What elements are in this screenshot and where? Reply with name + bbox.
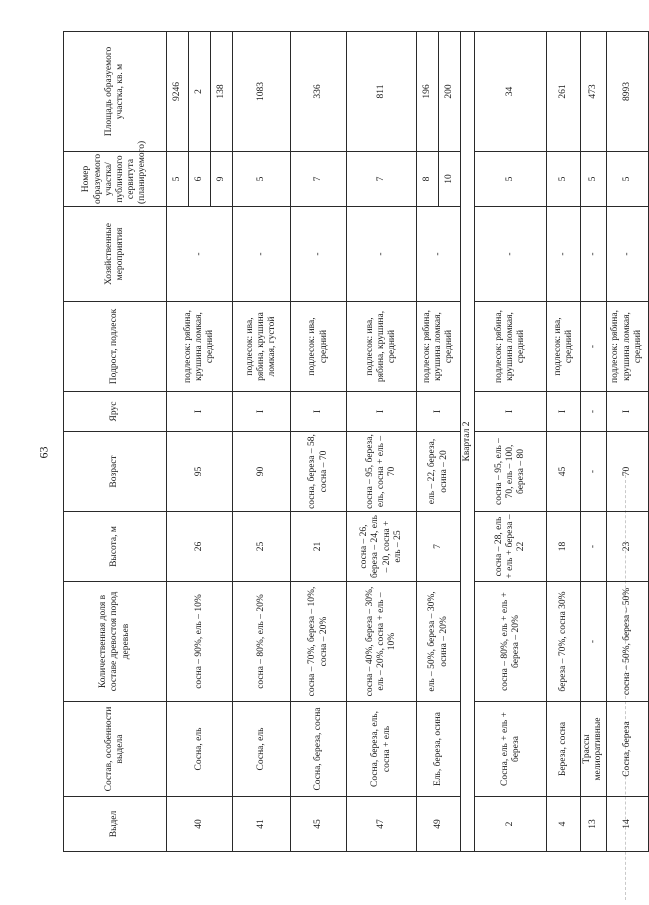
cell-sostav: Сосна, береза, ель, сосна + ель bbox=[347, 702, 417, 797]
forest-stand-table bbox=[63, 31, 649, 852]
cell-vozrast: 95 bbox=[167, 432, 233, 512]
cell-dolya: сосна – 50%, береза – 50% bbox=[606, 582, 648, 702]
cell-ploshad: 2 bbox=[189, 32, 211, 152]
cell-ploshad: 34 bbox=[475, 32, 547, 152]
page-number: 63 bbox=[36, 446, 51, 459]
cell-ploshad: 9246 bbox=[167, 32, 189, 152]
cell-vozrast: 45 bbox=[547, 432, 581, 512]
cell-dolya: сосна – 80%, ель – 20% bbox=[233, 582, 291, 702]
cell-vysota: - bbox=[581, 512, 606, 582]
cell-podrost: - bbox=[581, 302, 606, 392]
cell-yarus: I bbox=[417, 392, 461, 432]
cell-yarus: - bbox=[581, 392, 606, 432]
cell-vozrast: - bbox=[581, 432, 606, 512]
cell-ploshad: 196 bbox=[417, 32, 439, 152]
cell-nomer: 5 bbox=[167, 152, 189, 207]
col-header-ploshad: Площадь образуемого участка, кв. м bbox=[64, 32, 167, 152]
cell-podrost: подлесок: рябина, крушина ломкая, средний bbox=[417, 302, 461, 392]
cell-sostav: Сосна, береза bbox=[606, 702, 648, 797]
cell-vydel: 13 bbox=[581, 797, 606, 852]
cell-nomer: 5 bbox=[547, 152, 581, 207]
table-row bbox=[167, 32, 189, 852]
cell-nomer: 7 bbox=[291, 152, 347, 207]
cell-yarus: I bbox=[167, 392, 233, 432]
cell-nomer: 5 bbox=[606, 152, 648, 207]
table-row bbox=[475, 32, 547, 852]
col-header-meropriyatiya: Хозяйственные мероприятия bbox=[64, 207, 167, 302]
cell-nomer: 5 bbox=[581, 152, 606, 207]
cell-dolya: - bbox=[581, 582, 606, 702]
rotated-table-container bbox=[63, 32, 643, 852]
cell-yarus: I bbox=[347, 392, 417, 432]
cell-vysota: сосна – 28, ель + ель + береза – 22 bbox=[475, 512, 547, 582]
cell-dolya: сосна – 80%, ель + ель + береза – 20% bbox=[475, 582, 547, 702]
cell-sostav: Сосна, ель + ель + береза bbox=[475, 702, 547, 797]
quarter-row bbox=[461, 32, 475, 852]
cell-vydel: 47 bbox=[347, 797, 417, 852]
cell-dolya: сосна – 40%, береза – 30%, ель – 20%, сосна + ель – 10% bbox=[347, 582, 417, 702]
cell-dolya: ель – 50%, береза – 30%, осина – 20% bbox=[417, 582, 461, 702]
cell-podrost: подлесок: рябина, крушина ломкая, средний bbox=[606, 302, 648, 392]
cell-vydel: 40 bbox=[167, 797, 233, 852]
cell-yarus: I bbox=[291, 392, 347, 432]
col-header-dolya: Количественная доля в составе древостоя пород деревьев bbox=[64, 582, 167, 702]
cell-yarus: I bbox=[547, 392, 581, 432]
cell-dolya: сосна – 70%, береза – 10%, сосна – 20% bbox=[291, 582, 347, 702]
cell-vozrast: сосна – 95, ель – 70, ель – 100, береза – 80 bbox=[475, 432, 547, 512]
cell-ploshad: 138 bbox=[211, 32, 233, 152]
cell-nomer: 6 bbox=[189, 152, 211, 207]
cell-ploshad: 473 bbox=[581, 32, 606, 152]
cell-sostav: Сосна, береза, сосна bbox=[291, 702, 347, 797]
cell-vydel: 4 bbox=[547, 797, 581, 852]
cell-meropriyatiya: - bbox=[417, 207, 461, 302]
cell-vysota: сосна – 26, береза – 24, ель – 20, сосна + ель – 25 bbox=[347, 512, 417, 582]
cell-sostav: Ель, береза, осина bbox=[417, 702, 461, 797]
col-header-vysota: Высота, м bbox=[64, 512, 167, 582]
cell-nomer: 10 bbox=[439, 152, 461, 207]
cell-vozrast: 90 bbox=[233, 432, 291, 512]
col-header-podrost: Подрост, подлесок bbox=[64, 302, 167, 392]
cell-vydel: 14 bbox=[606, 797, 648, 852]
cell-ploshad: 8993 bbox=[606, 32, 648, 152]
col-header-vozrast: Возраст bbox=[64, 432, 167, 512]
cell-podrost: подлесок: рябина, крушина ломкая, средний bbox=[167, 302, 233, 392]
cell-meropriyatiya: - bbox=[606, 207, 648, 302]
table-row bbox=[417, 32, 439, 852]
cell-dolya: сосна – 90%, ель – 10% bbox=[167, 582, 233, 702]
cell-nomer: 5 bbox=[233, 152, 291, 207]
cell-vydel: 41 bbox=[233, 797, 291, 852]
cell-vydel: 49 bbox=[417, 797, 461, 852]
cell-podrost: подлесок: ива, средний bbox=[547, 302, 581, 392]
cell-nomer: 8 bbox=[417, 152, 439, 207]
header-row bbox=[64, 32, 167, 852]
cell-ploshad: 200 bbox=[439, 32, 461, 152]
table-row bbox=[347, 32, 417, 852]
cell-yarus: I bbox=[606, 392, 648, 432]
table-row bbox=[291, 32, 347, 852]
cell-vydel: 2 bbox=[475, 797, 547, 852]
cell-meropriyatiya: - bbox=[547, 207, 581, 302]
cell-nomer: 5 bbox=[475, 152, 547, 207]
table-row bbox=[606, 32, 648, 852]
col-header-nomer: Номер образуемого участка/публичного сервитута (планируемого) bbox=[64, 152, 167, 207]
table-row bbox=[581, 32, 606, 852]
cell-meropriyatiya: - bbox=[475, 207, 547, 302]
cell-vysota: 21 bbox=[291, 512, 347, 582]
cell-meropriyatiya: - bbox=[167, 207, 233, 302]
cell-vysota: 26 bbox=[167, 512, 233, 582]
cell-nomer: 9 bbox=[211, 152, 233, 207]
cell-sostav: Сосна, ель bbox=[167, 702, 233, 797]
table-row bbox=[233, 32, 291, 852]
cell-vozrast: 70 bbox=[606, 432, 648, 512]
cell-dolya: береза – 70%, сосна 30% bbox=[547, 582, 581, 702]
col-header-vydel: Выдел bbox=[64, 797, 167, 852]
cell-sostav: Сосна, ель bbox=[233, 702, 291, 797]
cell-podrost: подлесок: ива, рябина, крушина ломкая, густой bbox=[233, 302, 291, 392]
cell-podrost: подлесок: рябина, крушина ломкая, средний bbox=[475, 302, 547, 392]
col-header-yarus: Ярус bbox=[64, 392, 167, 432]
quarter-label: Квартал 2 bbox=[461, 32, 475, 852]
cell-sostav: Трассы мелиоративные bbox=[581, 702, 606, 797]
cell-vozrast: сосна – 95, береза, ель, сосна + ель – 70 bbox=[347, 432, 417, 512]
cell-vydel: 45 bbox=[291, 797, 347, 852]
cell-vozrast: ель – 22, береза, осина – 20 bbox=[417, 432, 461, 512]
cell-yarus: I bbox=[475, 392, 547, 432]
cell-ploshad: 336 bbox=[291, 32, 347, 152]
cell-vysota: 18 bbox=[547, 512, 581, 582]
cell-podrost: подлесок: ива, рябина, крушина, средний bbox=[347, 302, 417, 392]
cell-meropriyatiya: - bbox=[291, 207, 347, 302]
col-header-sostav: Состав, особенности выдела bbox=[64, 702, 167, 797]
cell-ploshad: 811 bbox=[347, 32, 417, 152]
table-row bbox=[547, 32, 581, 852]
cell-meropriyatiya: - bbox=[347, 207, 417, 302]
cell-vysota: 25 bbox=[233, 512, 291, 582]
cell-meropriyatiya: - bbox=[233, 207, 291, 302]
cell-ploshad: 1083 bbox=[233, 32, 291, 152]
cell-vysota: 7 bbox=[417, 512, 461, 582]
cell-yarus: I bbox=[233, 392, 291, 432]
cell-ploshad: 261 bbox=[547, 32, 581, 152]
cell-nomer: 7 bbox=[347, 152, 417, 207]
cell-podrost: подлесок: ива, средний bbox=[291, 302, 347, 392]
cell-vysota: 23 bbox=[606, 512, 648, 582]
cell-sostav: Береза, сосна bbox=[547, 702, 581, 797]
cell-vozrast: сосна, береза – 58, сосна – 70 bbox=[291, 432, 347, 512]
cell-meropriyatiya: - bbox=[581, 207, 606, 302]
